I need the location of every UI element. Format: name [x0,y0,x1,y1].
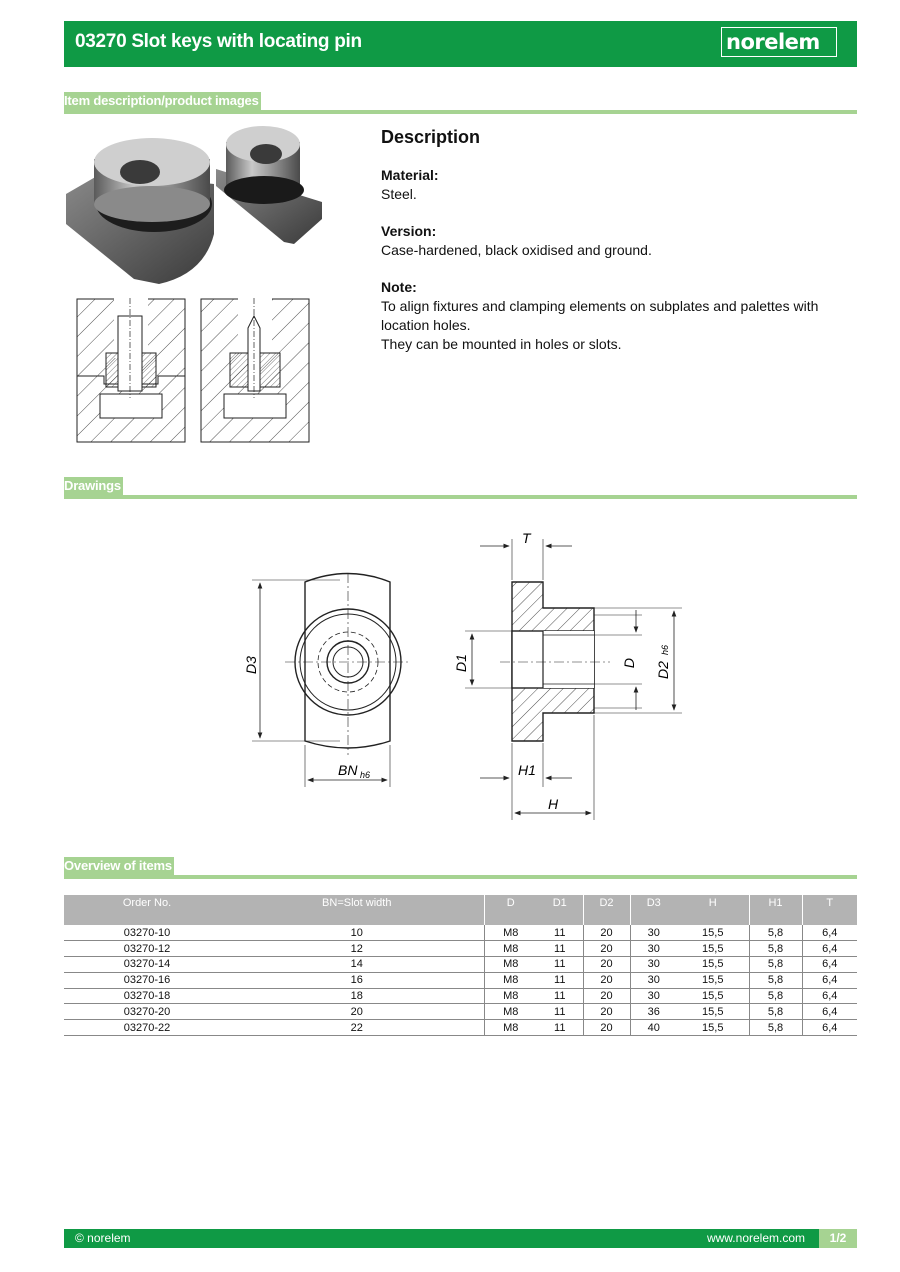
cell-h1: 5,8 [749,925,802,941]
slot-key-small [216,126,322,244]
cell-h1: 5,8 [749,941,802,957]
column-header: H1 [749,895,802,925]
cell-h1: 5,8 [749,1020,802,1036]
side-view [465,539,682,820]
page-title: 03270 Slot keys with locating pin [75,31,362,52]
version-value: Case-hardened, black oxidised and ground. [381,242,652,258]
cell-d: M8 [484,941,537,957]
cell-d3: 36 [630,1004,677,1020]
cell-d: M8 [484,925,537,941]
install-in-hole [77,298,185,442]
description-panel [381,128,851,368]
section-overview-label: Overview of items [64,858,172,873]
table-row [64,957,857,973]
section-overview-header [64,857,857,879]
cell-d: M8 [484,972,537,988]
note-line-1: To align fixtures and clamping elements on subplates and palettes with location holes. [381,298,819,333]
cell-slot-width: 16 [230,972,484,988]
cell-slot-width: 10 [230,925,484,941]
cell-order-no: 03270-16 [64,972,230,988]
cell-h1: 5,8 [749,957,802,973]
cell-d2: 20 [583,957,630,973]
table-header-row [64,895,857,925]
cell-d2: 20 [583,988,630,1004]
table-row [64,941,857,957]
cell-d: M8 [484,988,537,1004]
description-title: Description [381,127,481,147]
section-drawings-label: Drawings [64,478,121,493]
cell-d1: 11 [537,1020,583,1036]
column-header: Order No. [64,895,230,925]
installation-drawing [76,298,312,444]
slot-key-large [66,138,214,284]
cell-slot-width: 22 [230,1020,484,1036]
cell-d1: 11 [537,941,583,957]
cell-h1: 5,8 [749,1004,802,1020]
website-link[interactable]: www.norelem.com [706,1231,805,1245]
cell-d2: 20 [583,972,630,988]
column-header: BN=Slot width [230,895,484,925]
cell-d1: 11 [537,972,583,988]
cell-d1: 11 [537,925,583,941]
front-view [252,573,408,787]
cell-order-no: 03270-12 [64,941,230,957]
cell-t: 6,4 [802,1020,857,1036]
cell-d2: 20 [583,1004,630,1020]
cell-t: 6,4 [802,988,857,1004]
logo-text: norelem [726,30,820,54]
dim-d1: D1 [453,654,469,672]
items-table [64,895,857,1036]
cell-h: 15,5 [677,1004,749,1020]
section-images-label: Item description/product images [64,93,259,108]
cell-d1: 11 [537,957,583,973]
cell-h1: 5,8 [749,988,802,1004]
product-photo [64,124,326,284]
cell-order-no: 03270-22 [64,1020,230,1036]
cell-h: 15,5 [677,972,749,988]
install-in-slot [201,298,309,442]
cell-slot-width: 14 [230,957,484,973]
note-label: Note: [381,279,417,295]
table-row [64,988,857,1004]
cell-slot-width: 12 [230,941,484,957]
dim-h: H [548,796,559,812]
cell-t: 6,4 [802,957,857,973]
cell-d3: 30 [630,925,677,941]
section-divider [64,875,857,879]
cell-d3: 30 [630,941,677,957]
cell-h: 15,5 [677,957,749,973]
dim-bn: BN [338,762,358,778]
cell-h: 15,5 [677,925,749,941]
table-row [64,1020,857,1036]
column-header: D1 [537,895,583,925]
dim-d: D [621,657,637,669]
cell-h: 15,5 [677,941,749,957]
dim-h1: H1 [518,762,536,778]
cell-t: 6,4 [802,1004,857,1020]
version-label: Version: [381,223,437,239]
cell-t: 6,4 [802,972,857,988]
page-header [64,21,857,67]
technical-drawing [230,525,700,825]
table-row [64,925,857,941]
column-header: D3 [630,895,677,925]
cell-d3: 30 [630,988,677,1004]
page-footer [64,1229,857,1248]
cell-d: M8 [484,957,537,973]
cell-slot-width: 20 [230,1004,484,1020]
dim-d3: D3 [243,656,259,674]
cell-order-no: 03270-18 [64,988,230,1004]
table-row [64,1004,857,1020]
column-header: D [484,895,537,925]
column-header: D2 [583,895,630,925]
cell-slot-width: 18 [230,988,484,1004]
cell-d1: 11 [537,1004,583,1020]
cell-order-no: 03270-10 [64,925,230,941]
cell-d2: 20 [583,925,630,941]
note-line-2: They can be mounted in holes or slots. [381,336,622,352]
section-drawings-header [64,477,857,499]
cell-d: M8 [484,1020,537,1036]
material-value: Steel. [381,186,417,202]
copyright-text: © norelem [75,1231,131,1245]
cell-h: 15,5 [677,1020,749,1036]
cell-t: 6,4 [802,925,857,941]
table-row [64,972,857,988]
cell-h: 15,5 [677,988,749,1004]
dim-d2: D2 [655,661,671,679]
cell-d3: 30 [630,972,677,988]
cell-t: 6,4 [802,941,857,957]
dim-d2-tolerance: h6 [660,644,670,656]
page-number: 1/2 [819,1229,857,1248]
section-divider [64,495,857,499]
cell-h1: 5,8 [749,972,802,988]
cell-order-no: 03270-14 [64,957,230,973]
cell-d3: 30 [630,957,677,973]
section-images-header [64,92,857,114]
section-divider [64,110,857,114]
cell-d3: 40 [630,1020,677,1036]
cell-d2: 20 [583,1020,630,1036]
cell-d: M8 [484,1004,537,1020]
cell-d1: 11 [537,988,583,1004]
dim-bn-tolerance: h6 [360,770,371,780]
material-label: Material: [381,167,439,183]
dim-t: T [522,530,531,546]
column-header: H [677,895,749,925]
cell-order-no: 03270-20 [64,1004,230,1020]
column-header: T [802,895,857,925]
cell-d2: 20 [583,941,630,957]
norelem-logo [721,27,837,57]
